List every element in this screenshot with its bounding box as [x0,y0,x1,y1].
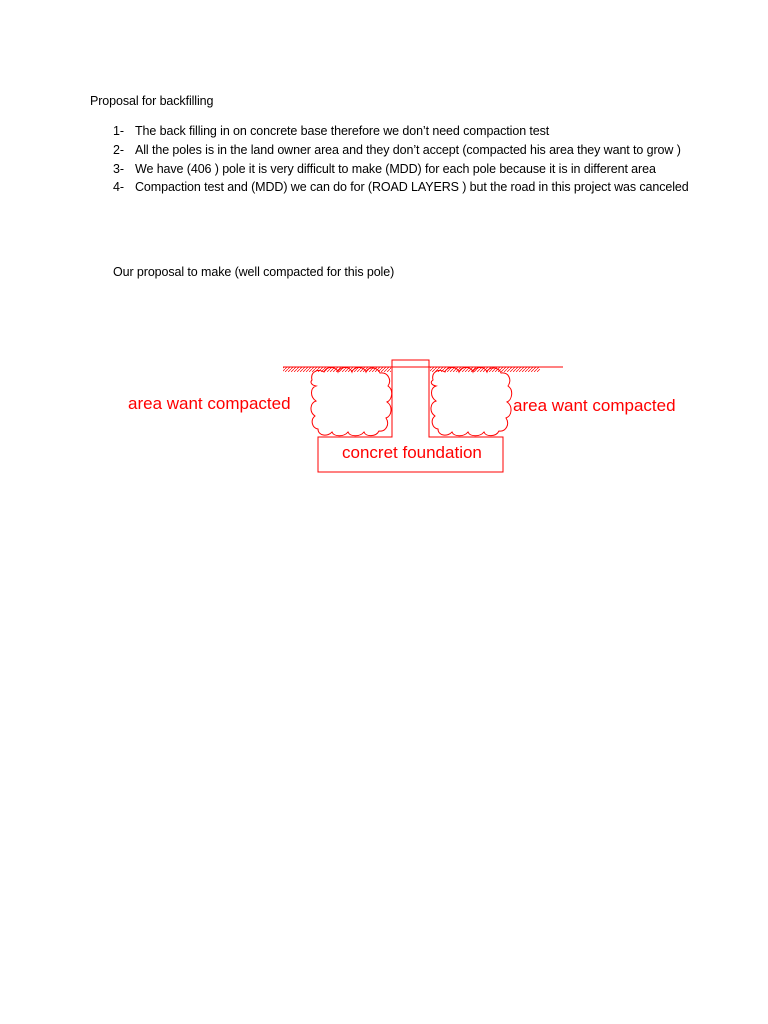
foundation-label: concret foundation [342,443,482,462]
list-item-number: 2- [113,142,124,157]
list-item-number: 4- [113,180,124,195]
list-item-text: We have (406 ) pole it is very difficult to make (MDD) for each pole because it is in different area [135,161,656,176]
list-item-number: 3- [113,161,124,176]
list-item-number: 1- [113,124,124,138]
left-area-label: area want compacted [128,394,291,413]
list-item-text: All the poles is in the land owner area and they don’t accept (compacted his area they want to grow ) [135,142,681,157]
document-title: Proposal for backfilling [90,94,214,108]
list-item-text: The back filling in on concrete base therefore we don’t need compaction test [135,124,550,138]
proposal-text: Our proposal to make (well compacted for this pole) [113,265,395,279]
list-item-text: Compaction test and (MDD) we can do for (ROAD LAYERS ) but the road in this project was canceled [135,180,689,195]
right-compaction-area [431,368,512,436]
right-area-label: area want compacted [513,396,676,415]
left-compaction-area [311,368,392,436]
